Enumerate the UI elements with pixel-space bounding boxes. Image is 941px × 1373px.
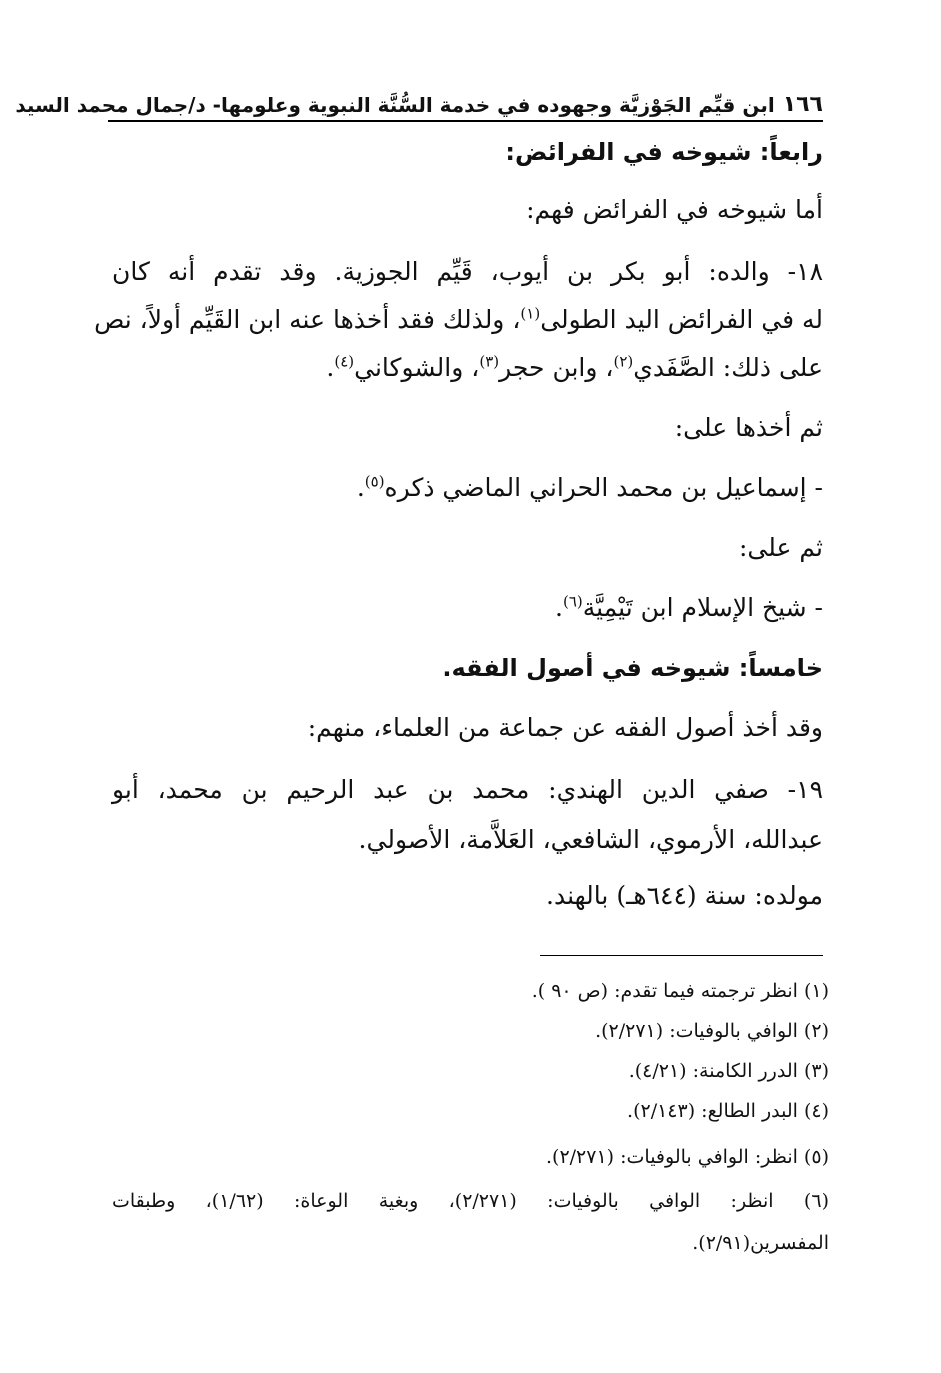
footnote-5: (٥) انظر: الوافي بالوفيات: (٢/٢٧١).	[545, 1146, 829, 1168]
paragraph-birth: مولده: سنة (٦٤٤هـ) بالهند.	[546, 881, 823, 910]
footnote-2: (٢) الوافي بالوفيات: (٢/٢٧١).	[595, 1020, 829, 1042]
section-heading-fraid: رابعاً: شيوخه في الفرائض:	[505, 138, 823, 166]
list-item-ibn-taymiyya: - شيخ الإسلام ابن تَيْمِيَّة$^{(٦)}$.	[555, 592, 823, 622]
footnote-ref-5: (٥)	[364, 472, 385, 491]
footnote-ref-2: (٢)	[613, 352, 634, 371]
paragraph-intro-fraid: أما شيوخه في الفرائض فهم:	[526, 195, 823, 224]
paragraph-then-on: ثم على:	[739, 533, 823, 562]
footnote-6-line1: (٦) انظر: الوافي بالوفيات: (٢/٢٧١)، وبغية الوعاة: (١/٦٢)، وطبقات	[112, 1190, 829, 1212]
footnote-3: (٣) الدرر الكامنة: (٤/٢١).	[628, 1060, 829, 1082]
paragraph-entry-19-line1: ١٩- صفي الدين الهندي: محمد بن عبد الرحيم بن محمد، أبو	[112, 775, 823, 804]
list-item-ismail: - إسماعيل بن محمد الحراني الماضي ذكره$^{(٥)}$.	[356, 472, 823, 502]
running-header	[15, 84, 823, 122]
footnote-separator	[540, 955, 823, 956]
footnote-ref-3: (٣)	[479, 352, 500, 371]
footnote-6-line2: المفسرين(٢/٩١).	[692, 1232, 829, 1254]
paragraph-then-took: ثم أخذها على:	[674, 413, 823, 442]
footnote-ref-1: (١)	[520, 304, 541, 323]
paragraph-intro-usul: وقد أخذ أصول الفقه عن جماعة من العلماء، منهم:	[307, 713, 823, 742]
page-number: ١٦٦	[782, 92, 823, 117]
footnote-ref-4: (٤)	[334, 352, 355, 371]
footnote-ref-6: (٦)	[562, 592, 583, 611]
paragraph-entry-18-line1: ١٨- والده: أبو بكر بن أيوب، قَيِّم الجوزية. وقد تقدم أنه كان	[112, 257, 823, 286]
footnote-1: (١) انظر ترجمته فيما تقدم: (ص ٩٠ ).	[531, 980, 829, 1002]
paragraph-entry-18-line2: له في الفرائض اليد الطولى$^{(١)}$، ولذلك فقد أخذها عنه ابن القَيِّم أولاً، نص	[94, 304, 823, 334]
running-title: ابن قيِّم الجَوْزيَّة وجهوده في خدمة السُّنَّة النبوية وعلومها- د/جمال محمد السيد	[15, 93, 775, 117]
footnote-4: (٤) البدر الطالع: (٢/١٤٣).	[627, 1100, 829, 1122]
paragraph-entry-18-line3: على ذلك: الصَّفَدي$^{(٢)}$، وابن حجر$^{(٣)}$، والشوكاني$^{(٤)}$.	[326, 352, 823, 382]
paragraph-entry-19-line2: عبدالله، الأرموي، الشافعي، العَلاَّمة، الأصولي.	[358, 825, 823, 854]
section-heading-usul: خامساً: شيوخه في أصول الفقه.	[442, 654, 823, 682]
